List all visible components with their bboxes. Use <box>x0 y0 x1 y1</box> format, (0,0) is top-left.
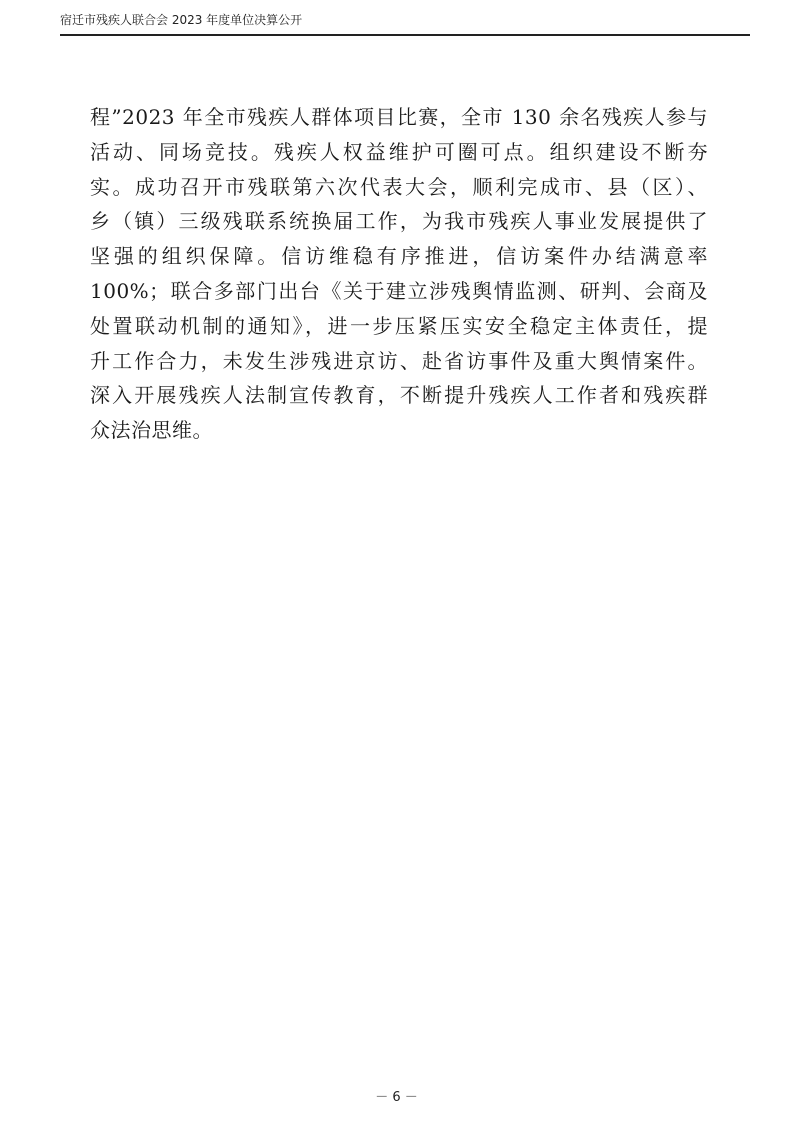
paragraph-line: 升工作合力，未发生涉残进京访、赴省访事件及重大舆情案件。 <box>90 348 708 373</box>
paragraph-line: 实。成功召开市残联第六次代表大会，顺利完成市、县（区）、 <box>90 174 708 199</box>
paragraph-line: 众法治思维。 <box>90 418 213 443</box>
paragraph-line: 程”2023 年全市残疾人群体项目比赛，全市 130 余名残疾人参与 <box>90 105 708 129</box>
paragraph-line: 深入开展残疾人法制宣传教育，不断提升残疾人工作者和残疾群 <box>90 383 708 408</box>
header-divider <box>60 34 750 36</box>
paragraph-line: 处置联动机制的通知》，进一步压紧压实安全稳定主体责任，提 <box>90 313 708 338</box>
paragraph-line: 活动、同场竞技。残疾人权益维护可圈可点。组织建设不断夯 <box>90 139 708 164</box>
body-paragraph <box>90 100 708 448</box>
paragraph-line: 100%；联合多部门出台《关于建立涉残舆情监测、研判、会商及 <box>90 278 708 303</box>
paragraph-line: 坚强的组织保障。信访维稳有序推进，信访案件办结满意率 <box>90 244 708 269</box>
paragraph-line: 乡（镇）三级残联系统换届工作，为我市残疾人事业发展提供了 <box>90 209 708 234</box>
page-number: － 6 － <box>375 1090 418 1105</box>
page-header: 宿迁市残疾人联合会 2023 年度单位决算公开 <box>60 13 303 27</box>
